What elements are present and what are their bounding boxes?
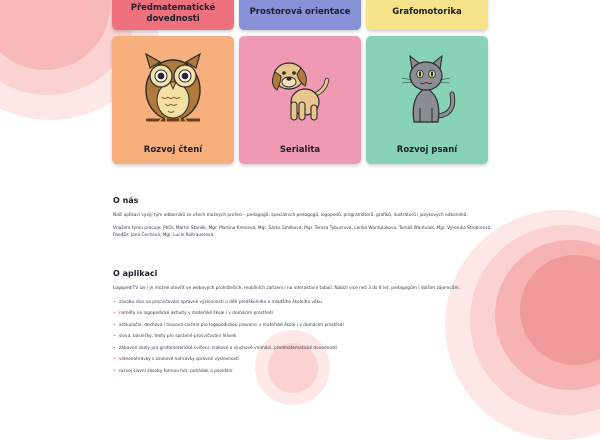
about-section	[113, 196, 493, 240]
list-item: • artikulační, dechová i hlasová cvičení pro logopedickou prevenci v mateřské škole i v domácím prostředí	[113, 320, 493, 332]
card-label: Serialita	[279, 145, 321, 155]
about-team: Vnašem týmu pracuje: PhDr. Martin Staněk, Mgr. Martina Kreslová, Mgr. Šárka Smílková, Mgr. Tereza Tyburcová, Lenka Wantulokova, Tomáš Wantulok, Mgr. Vyronika Strobinová, PaedDr. Jana Čechová, Mgr. Lucie Koltrauerová.	[113, 225, 492, 238]
about-text: Naši aplikaci vyvíjí tým odborníků ze všech možných profesí – pedagogů, speciálních pedagogů, logopedů, programátorů, grafiků, ilustrátorů i jazykových odborníků.	[113, 213, 468, 218]
section-title: O nás	[113, 196, 139, 205]
card-rozvoj-cteni[interactable]	[112, 36, 234, 164]
app-section	[113, 269, 493, 377]
card-label: Rozvoj čtení	[143, 145, 203, 155]
card-predmatematicke[interactable]	[112, 0, 234, 30]
card-label: Předmatematické dovednosti	[130, 3, 216, 24]
cat-icon	[392, 50, 462, 125]
list-item: • zásobu slov na procvičování správné výslovnosti u dětí předškolního a mladšího školního věku	[113, 297, 493, 309]
list-item: • rozvoj slovní zásoby formou her, pohádek a povídání	[113, 366, 493, 378]
dog-icon	[265, 50, 335, 125]
card-rozvoj-psani[interactable]	[366, 36, 488, 164]
card-label: Rozvoj psaní	[396, 145, 458, 155]
app-feature-list	[113, 297, 493, 378]
card-label: Prostorová orientace	[249, 7, 351, 17]
card-label: Grafomotorika	[392, 7, 462, 17]
list-item: • náměty na logopedické aktivity v mateřské škole i v domácím prostředí	[113, 308, 493, 320]
owl-icon	[138, 50, 208, 125]
card-serialita[interactable]	[239, 36, 361, 164]
section-title: O aplikaci	[113, 269, 158, 278]
list-item: • slova, básničky, texty pro správné procvičování hlásek	[113, 331, 493, 343]
card-prostorova-orientace[interactable]	[239, 0, 361, 30]
card-grafomotorika[interactable]	[366, 0, 488, 30]
app-text: LogopediTV lze i je možné otevřít ve webových prohlížečích, mobilních zařízení i na interaktivní tabuli. Nabízí více než 3 do 8 let, pedagogům i dalším zájemcům.	[113, 286, 461, 291]
list-item: • videonahrávky s zvukové nahrávky správné výslovnosti	[113, 354, 493, 366]
list-item: • zábavné úkoly pro grafomotorické cvičení, zrakové a sluchové vnímání, předmatematické dovednosti	[113, 343, 493, 355]
